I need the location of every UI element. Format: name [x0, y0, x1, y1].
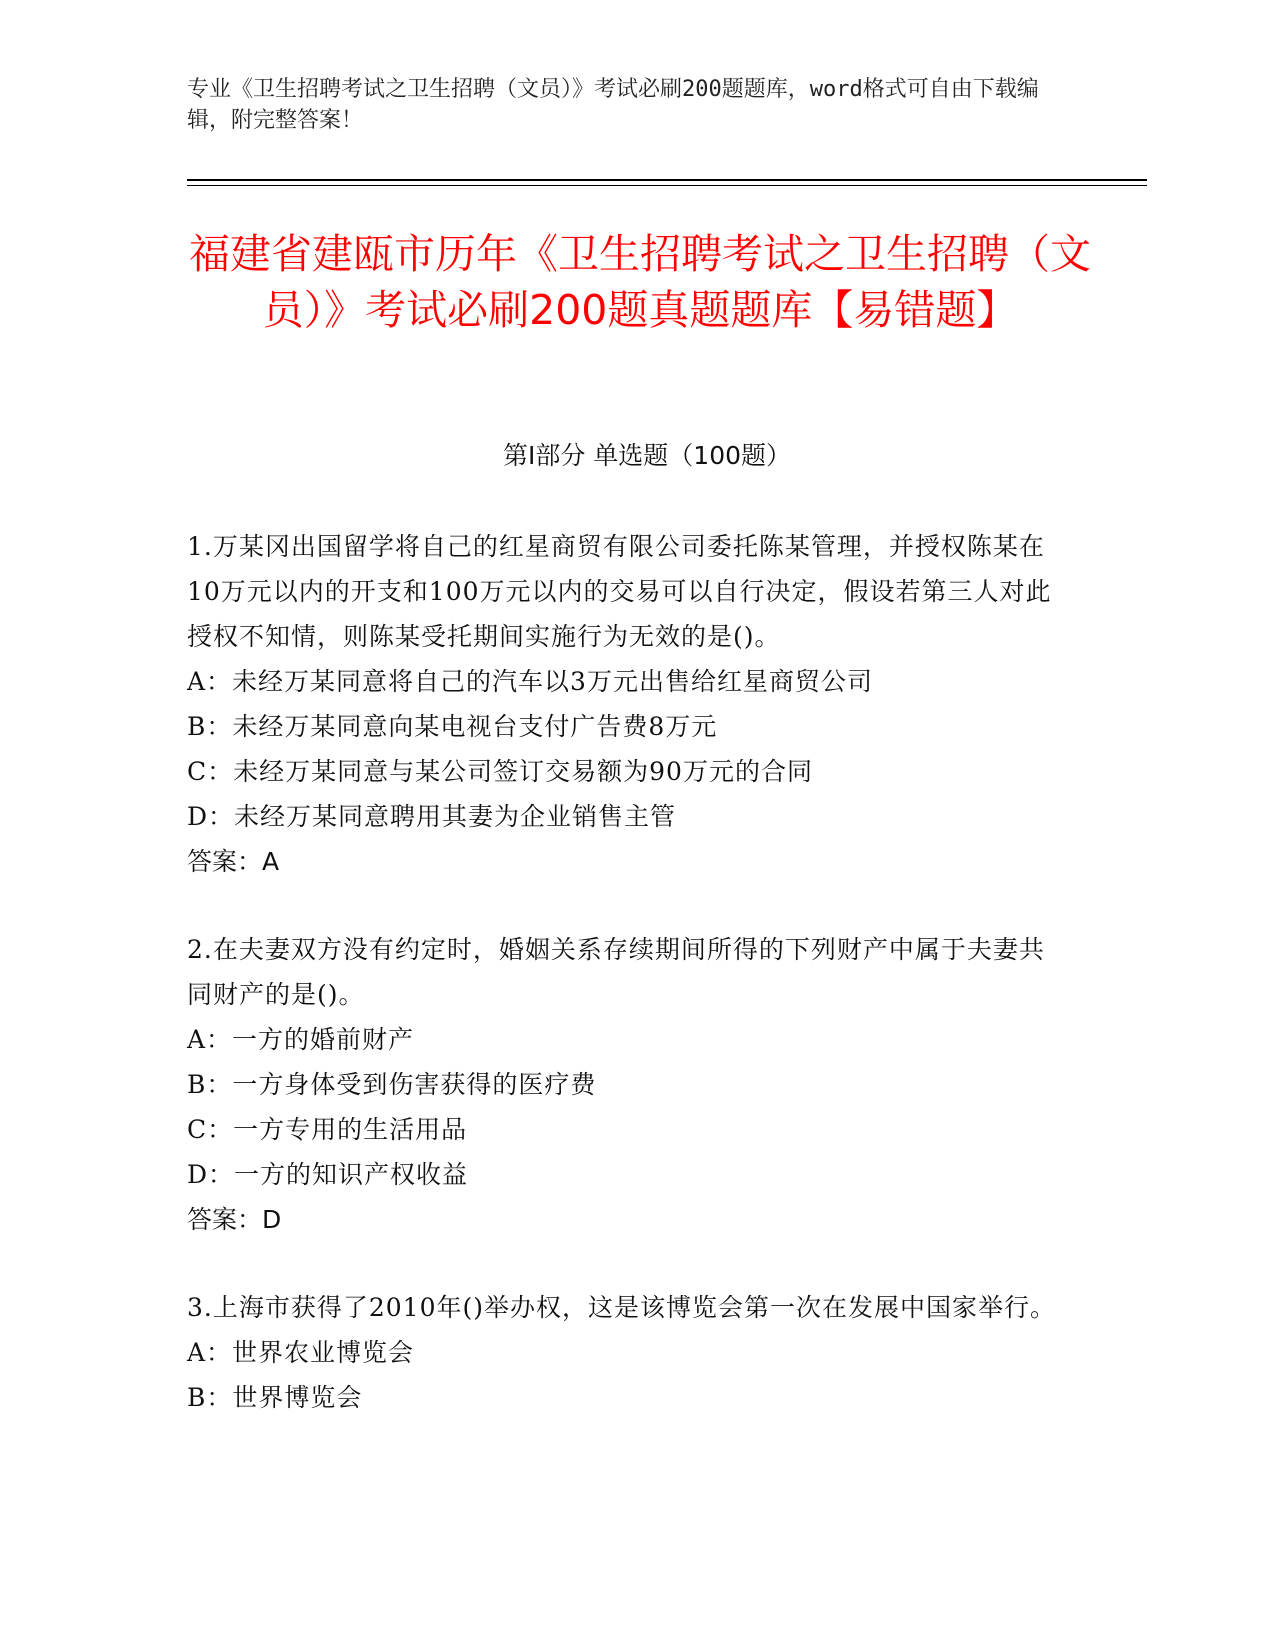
header-rule-thin — [187, 185, 1147, 186]
question-3 — [187, 1285, 1067, 1420]
option-c: C：未经万某同意与某公司签订交易额为90万元的合同 — [187, 757, 813, 786]
question-stem: 1.万某冈出国留学将自己的红星商贸有限公司委托陈某管理，并授权陈某在10万元以内的开支和100万元以内的交易可以自行决定，假设若第三人对此授权不知情，则陈某受托期间实施行为无效的是()。 — [187, 532, 1052, 651]
question-stem: 2.在夫妻双方没有约定时，婚姻关系存续期间所得的下列财产中属于夫妻共同财产的是()。 — [187, 935, 1045, 1009]
question-1 — [187, 524, 1067, 884]
option-a: A：一方的婚前财产 — [187, 1025, 415, 1054]
question-list — [187, 524, 1067, 1463]
header-note: 专业《卫生招聘考试之卫生招聘（文员）》考试必刷200题题库，word格式可自由下载编辑，附完整答案！ — [187, 77, 1039, 133]
question-2 — [187, 927, 1067, 1242]
option-a: A：世界农业博览会 — [187, 1338, 415, 1367]
answer: 答案：D — [187, 1205, 282, 1234]
option-d: D：一方的知识产权收益 — [187, 1160, 469, 1189]
question-stem: 3.上海市获得了2010年()举办权，这是该博览会第一次在发展中国家举行。 — [187, 1293, 1056, 1322]
header-rule-thick — [187, 179, 1147, 181]
option-b: B：世界博览会 — [187, 1383, 363, 1412]
answer: 答案：A — [187, 847, 280, 876]
document-title: 福建省建瓯市历年《卫生招聘考试之卫生招聘（文员）》考试必刷200题真题题库【易错题】 — [189, 230, 1091, 334]
option-a: A：未经万某同意将自己的汽车以3万元出售给红星商贸公司 — [187, 667, 873, 696]
option-b: B：未经万某同意向某电视台支付广告费8万元 — [187, 712, 718, 741]
section-title: 第I部分 单选题（100题） — [502, 441, 792, 470]
option-b: B：一方身体受到伤害获得的医疗费 — [187, 1070, 597, 1099]
option-c: C：一方专用的生活用品 — [187, 1115, 468, 1144]
option-d: D：未经万某同意聘用其妻为企业销售主管 — [187, 802, 677, 831]
